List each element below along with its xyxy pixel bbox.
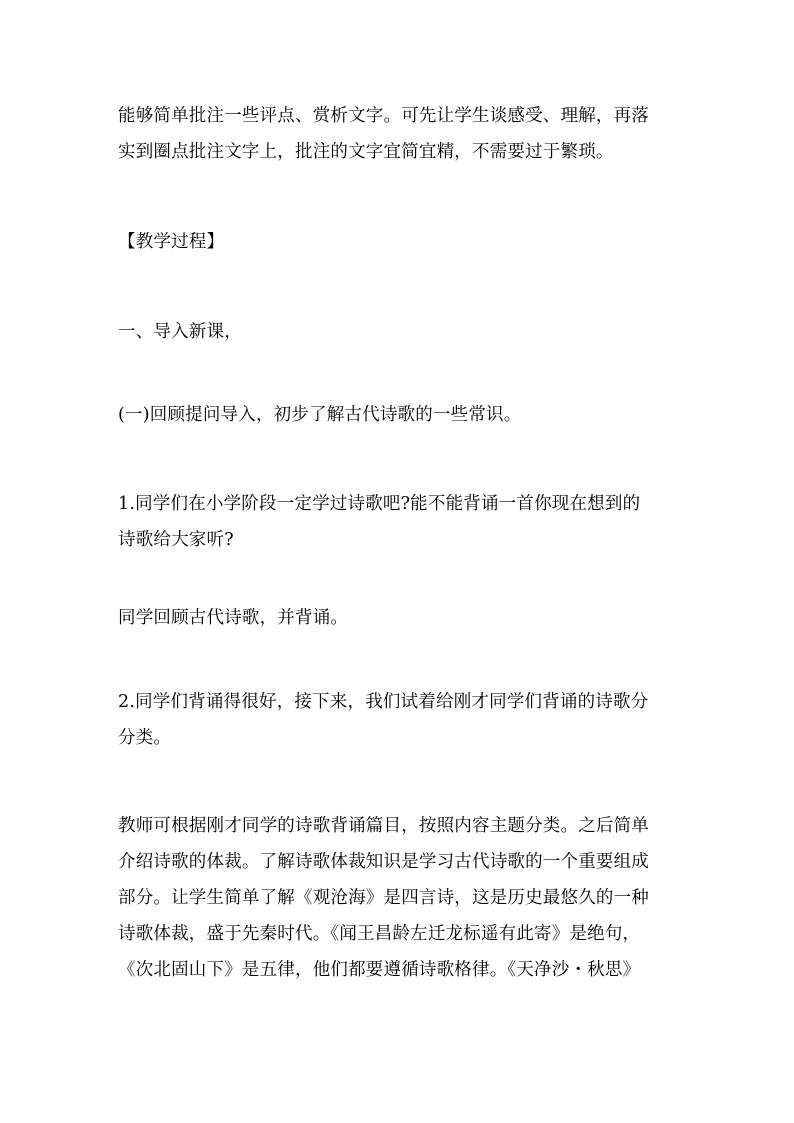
text-line: 教师可根据刚才同学的诗歌背诵篇目，按照内容主题分类。之后简单: [118, 816, 649, 836]
text-line: 2.同学们背诵得很好，接下来，我们试着给刚才同学们背诵的诗歌分: [118, 692, 649, 712]
subheading-introduction: [118, 314, 688, 350]
text-line: 诗歌给大家听?: [118, 530, 234, 550]
paragraph-teacher-classification: [118, 808, 688, 988]
paragraph-step-1: [118, 486, 688, 558]
heading-line: (一)回顾提问导入，初步了解古代诗歌的一些常识。: [118, 405, 522, 425]
section-heading-teaching-process: [118, 224, 688, 260]
text-line: 分类。: [118, 728, 172, 748]
text-line: 实到圈点批注文字上，批注的文字宜简宜精，不需要过于繁琐。: [118, 142, 614, 162]
subheading-review-question: [118, 397, 688, 433]
paragraph-step-2: [118, 684, 688, 756]
paragraph-annotation-guidance: [118, 98, 688, 170]
text-line: 诗歌体裁，盛于先秦时代。《闻王昌龄左迁龙标遥有此寄》是绝句，: [118, 924, 641, 944]
heading-line: 【教学过程】: [118, 232, 225, 252]
text-line: 能够简单批注一些评点、赏析文字。可先让学生谈感受、理解，再落: [118, 106, 649, 126]
heading-line: 一、导入新课，: [118, 322, 242, 342]
text-line: 同学回顾古代诗歌，并背诵。: [118, 608, 349, 628]
paragraph-student-recite: [118, 600, 688, 636]
text-line: 部分。让学生简单了解《观沧海》是四言诗，这是历史最悠久的一种: [118, 888, 649, 908]
text-line: 《次北固山下》是五律，他们都要遵循诗歌格律。《天净沙・秋思》: [118, 960, 641, 980]
text-line: 介绍诗歌的体裁。了解诗歌体裁知识是学习古代诗歌的一个重要组成: [118, 852, 649, 872]
text-line: 1.同学们在小学阶段一定学过诗歌吧?能不能背诵一首你现在想到的: [118, 494, 641, 514]
